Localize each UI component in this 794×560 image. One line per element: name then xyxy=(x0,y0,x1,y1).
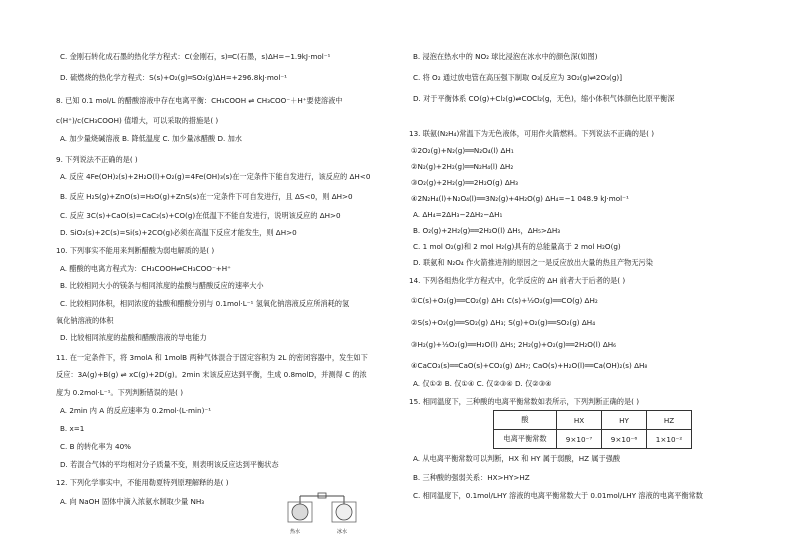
l-line-0: C. 金刚石转化成石墨的热化学方程式：C(金刚石，s)═C(石墨，s)ΔH=−1.9kJ·mol⁻¹ xyxy=(60,52,331,61)
r-line-11: D. 联氨和 N₂O₄ 作火箭推进剂的原因之一是反应放出大量的热且产物无污染 xyxy=(413,258,653,267)
l-line-24: A. 向 NaOH 固体中滴入浓氨水制取少量 NH₃ xyxy=(60,497,205,506)
l-line-16: 11. 在一定条件下，将 3molA 和 1molB 两种气体混合于固定容积为 2L 的密闭容器中，发生如下 xyxy=(56,353,368,362)
r-line-16: ④CaCO₃(s)══CaO(s)+CO₂(g) ΔH₇; CaO(s)+H₂O(l)══Ca(OH)₂(s) ΔH₈ xyxy=(411,361,648,370)
l-line-6: A. 反应 4Fe(OH)₂(s)+2H₂O(l)+O₂(g)=4Fe(OH)₃(s)在一定条件下能自发进行，该反应的 ΔH<0 xyxy=(60,172,371,181)
r-line-8: A. ΔH₄=2ΔH₃−2ΔH₂−ΔH₁ xyxy=(413,210,503,219)
l-line-5: 9. 下列说法不正确的是( ) xyxy=(56,155,138,164)
r-line-21: C. 相同温度下，0.1mol/LHY 溶液的电离平衡常数大于 0.01mol/LHY 溶液的电离平衡常数 xyxy=(413,491,703,500)
l-line-7: B. 反应 H₂S(g)+ZnO(s)=H₂O(g)+ZnS(s)在一定条件下可自发进行，且 ΔS<0，则 ΔH>0 xyxy=(60,192,353,201)
l-line-20: B. x=1 xyxy=(60,424,85,433)
l-line-1: D. 硫燃烧的热化学方程式：S(s)+O₂(g)═SO₂(g)ΔH=+296.8kJ·mol⁻¹ xyxy=(60,73,287,82)
r-line-7: ④2N₂H₄(l)+N₂O₄(l)══3N₂(g)+4H₂O(g) ΔH₄=−1 048.9 kJ·mol⁻¹ xyxy=(411,194,629,203)
l-line-13: C. 比较相同体积，相同浓度的盐酸和醋酸分别与 0.1mol·L⁻¹ 氢氧化钠溶液反应所消耗的氢 xyxy=(60,299,350,308)
r-line-4: ①2O₂(g)+N₂(g)══N₂O₄(l) ΔH₁ xyxy=(411,146,514,155)
table-header-row xyxy=(494,411,692,430)
l-line-2: 8. 已知 0.1 mol/L 的醋酸溶液中存在电离平衡：CH₃COOH ⇌ CH₃COO⁻＋H⁺要使溶液中 xyxy=(56,96,343,105)
r-line-15: ③H₂(g)+½O₂(g)══H₂O(l) ΔH₅; 2H₂(g)+O₂(g)══2H₂O(l) ΔH₆ xyxy=(411,340,617,349)
l-line-10: 10. 下列事实不能用来判断醋酸为弱电解质的是( ) xyxy=(56,246,215,255)
r-line-5: ②N₂(g)+2H₂(g)══N₂H₄(l) ΔH₂ xyxy=(411,162,514,171)
l-line-12: B. 比较相同大小的镁条与相同浓度的盐酸与醋酸反应的速率大小 xyxy=(60,281,264,290)
r-line-18: 15. 相同温度下，三种酸的电离平衡常数如表所示，下列判断正确的是( ) xyxy=(409,397,640,406)
l-line-18: 度为 0.2mol·L⁻¹。下列判断错误的是( ) xyxy=(56,388,184,397)
table-header-hz: HZ xyxy=(647,411,692,430)
right-column xyxy=(397,0,794,560)
l-line-21: C. B 的转化率为 40% xyxy=(60,442,132,451)
r-line-10: C. 1 mol O₂(g)和 2 mol H₂(g)具有的总能量高于 2 mol H₂O(g) xyxy=(413,242,621,251)
r-line-12: 14. 下列各组热化学方程式中，化学反应的 ΔH 前者大于后者的是( ) xyxy=(409,276,626,285)
ionization-constant-table xyxy=(493,410,692,449)
figure-label-cold: 冰水 xyxy=(337,529,348,535)
l-line-11: A. 醋酸的电离方程式为：CH₃COOH⇌CH₃COO⁻+H⁺ xyxy=(60,264,231,273)
r-line-19: A. 从电离平衡常数可以判断，HX 和 HY 属于弱酸，HZ 属于强酸 xyxy=(413,454,621,463)
table-header-acid: 酸 xyxy=(494,411,557,430)
r-line-13: ①C(s)+O₂(g)══CO₂(g) ΔH₁ C(s)+½O₂(g)══CO(g) ΔH₂ xyxy=(411,296,598,305)
table-cell-hy: 9×10⁻⁶ xyxy=(602,430,647,449)
r-line-2: D. 对于平衡体系 CO(g)+Cl₂(g)⇌COCl₂(g，无色)，缩小体积气体颜色比原平衡深 xyxy=(413,94,675,103)
r-line-17: A. 仅①② B. 仅①④ C. 仅②③④ D. 仅②③④ xyxy=(413,379,552,388)
table-cell-hz: 1×10⁻² xyxy=(647,430,692,449)
table-cell-hx: 9×10⁻⁷ xyxy=(557,430,602,449)
l-line-9: D. SiO₂(s)+2C(s)=Si(s)+2CO(g)必须在高温下反应才能发生，则 ΔH>0 xyxy=(60,228,297,237)
l-line-22: D. 若混合气体的平均相对分子质量不变，则表明该反应达到平衡状态 xyxy=(60,460,279,469)
table-header-hy: HY xyxy=(602,411,647,430)
figure-label-hot: 热水 xyxy=(290,529,301,535)
l-line-8: C. 反应 3C(s)+CaO(s)=CaC₂(s)+CO(g)在低温下不能自发进行，说明该反应的 ΔH>0 xyxy=(60,211,341,220)
l-line-14: 氧化钠溶液的体积 xyxy=(56,316,114,325)
r-line-6: ③O₂(g)+2H₂(g)══2H₂O(g) ΔH₃ xyxy=(411,178,519,187)
no2-flask-figure xyxy=(282,488,362,528)
r-line-14: ②S(s)+O₂(g)══SO₂(g) ΔH₃; S(g)+O₂(g)══SO₂(g) ΔH₄ xyxy=(411,318,596,327)
l-line-15: D. 比较相同浓度的盐酸和醋酸溶液的导电能力 xyxy=(60,333,207,342)
l-line-19: A. 2min 内 A 的反应速率为 0.2mol·(L·min)⁻¹ xyxy=(60,406,212,415)
l-line-3: c(H⁺)/c(CH₃COOH) 值增大，可以采取的措施是( ) xyxy=(56,116,219,125)
r-line-0: B. 浸泡在热水中的 NO₂ 球比浸泡在冰水中的颜色深(如图) xyxy=(413,52,598,61)
l-line-4: A. 加少量烧碱溶液 B. 降低温度 C. 加少量冰醋酸 D. 加水 xyxy=(60,134,242,143)
table-row xyxy=(494,430,692,449)
r-line-1: C. 将 O₂ 通过放电管在高压强下制取 O₃[反应为 3O₂(g)⇌2O₃(g)] xyxy=(413,73,623,82)
l-line-17: 反应：3A(g)+B(g) ⇌ xC(g)+2D(g)。2min 末该反应达到平衡，生成 0.8molD，并测得 C 的浓 xyxy=(56,370,367,379)
table-row-label: 电离平衡常数 xyxy=(494,430,557,449)
table-header-hx: HX xyxy=(557,411,602,430)
l-line-23: 12. 下列化学事实中，不能用勒夏特列原理解释的是( ) xyxy=(56,478,229,487)
r-line-9: B. O₂(g)+2H₂(g)══2H₂O(l) ΔH₅，ΔH₅>ΔH₃ xyxy=(413,226,561,235)
r-line-3: 13. 联氨(N₂H₄)常温下为无色液体，可用作火箭燃料。下列说法不正确的是( ) xyxy=(409,129,655,138)
r-line-20: B. 三种酸的强弱关系：HX>HY>HZ xyxy=(413,473,530,482)
